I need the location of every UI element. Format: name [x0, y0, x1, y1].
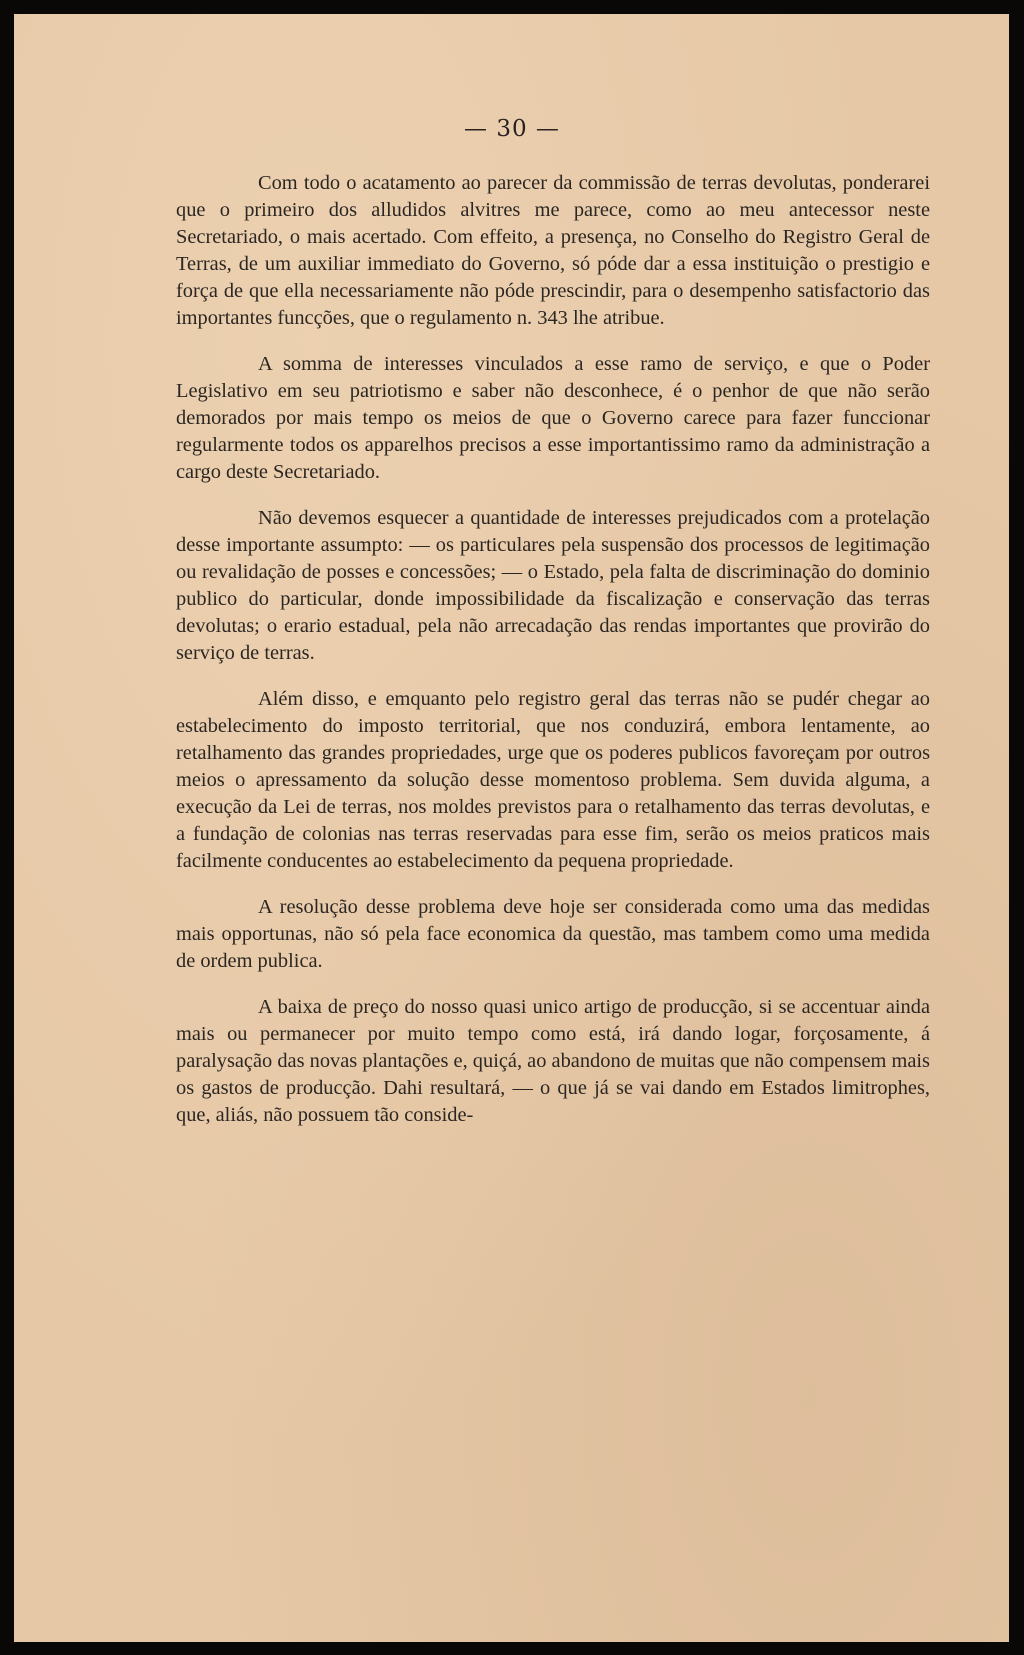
paragraph: Não devemos esquecer a quantidade de interesses prejudicados com a protelação desse importante assumpto: — os particulares pela suspensão dos processos de legitimação ou revalidação de posses e concessões; — o Estado, pela falta de discriminação do dominio publico do particular, donde impossibilidade da fiscalização e conservação das terras devolutas; o erario estadual, pela não arrecadação das rendas importantes que provirão do serviço de terras. [176, 507, 930, 664]
paragraph: Além disso, e emquanto pelo registro geral das terras não se pudér chegar ao estabelecimento do imposto territorial, que nos conduzirá, embora lentamente, ao retalhamento das grandes propriedades, urge que os poderes publicos favoreçam por outros meios o apressamento da solução desse momentoso problema. Sem duvida alguma, a execução da Lei de terras, nos moldes previstos para o retalhamento das terras devolutas, e a fundação de colonias nas terras reservadas para esse fim, serão os meios praticos mais facilmente conducentes ao estabelecimento da pequena propriedade. [176, 688, 930, 872]
paragraph: A somma de interesses vinculados a esse ramo de serviço, e que o Poder Legislativo em seu patriotismo e saber não desconhece, é o penhor de que não serão demorados por mais tempo os meios de que o Governo carece para fazer funccionar regularmente todos os apparelhos precisos a esse importantissimo ramo da administração a cargo deste Secretariado. [176, 353, 930, 483]
page-number: — 30 — [464, 116, 560, 142]
body-text [176, 170, 930, 1148]
paragraph: A baixa de preço do nosso quasi unico artigo de producção, si se accentuar ainda mais ou permanecer por muito tempo como está, irá dando logar, forçosamente, á paralysação das novas plantações e, quiçá, ao abandono de muitas que não compensem mais os gastos de producção. Dahi resultará, — o que já se vai dando em Estados limitrophes, que, aliás, não possuem tão conside- [176, 996, 930, 1126]
paragraph: Com todo o acatamento ao parecer da commissão de terras devolutas, ponderarei que o primeiro dos alludidos alvitres me parece, como ao meu antecessor neste Secretariado, o mais acertado. Com effeito, a presença, no Conselho do Registro Geral de Terras, de um auxiliar immediato do Governo, só póde dar a essa instituição o prestigio e força de que ella necessariamente não póde prescindir, para o desempenho satisfactorio das importantes funcções, que o regulamento n. 343 lhe atribue. [176, 172, 930, 329]
paragraph: A resolução desse problema deve hoje ser considerada como uma das medidas mais opportunas, não só pela face economica da questão, mas tambem como uma medida de ordem publica. [176, 896, 930, 972]
